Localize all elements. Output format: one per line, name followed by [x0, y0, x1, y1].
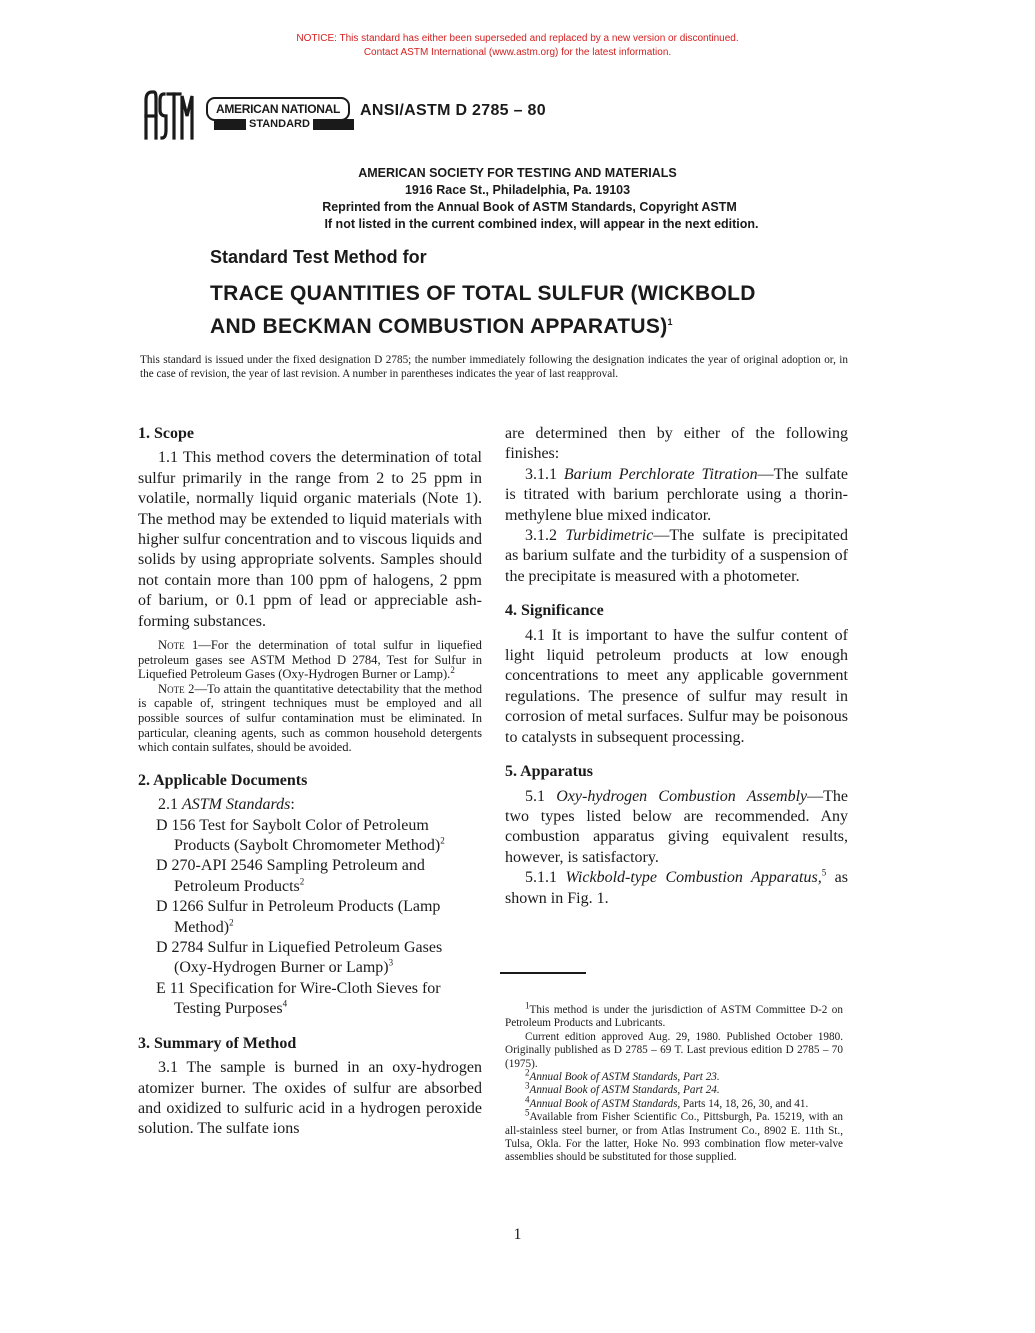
- section-heading-summary: 3. Summary of Method: [138, 1034, 297, 1052]
- ansi-label: AMERICAN NATIONAL: [206, 97, 350, 121]
- footnote-3: $^3$Annual Book of ASTM Standards, Part 24.: [525, 1080, 720, 1097]
- reference-item: D 2784 Sulfur in Liquefied Petroleum Gases (Oxy-Hydrogen Burner or Lamp)$^3$: [156, 939, 443, 977]
- footnote-divider: [500, 972, 586, 974]
- notice-line-2: Contact ASTM International (www.astm.org) for the latest information.: [363, 47, 672, 58]
- society-line-3: Reprinted from the Annual Book of ASTM Standards, Copyright ASTM: [322, 200, 737, 214]
- section-heading-significance: 4. Significance: [505, 602, 604, 620]
- paragraph-5-1-1: 5.1.1 Wickbold-type Combustion Apparatus,$^5$ as shown in Fig. 1.: [505, 867, 848, 907]
- paragraph-4-1: 4.1 It is important to have the sulfur content of light liquid petroleum products at low enough concentrations to meet any applicable government regulations. The presence of sulfur may result in corrosion of metal surfaces. Sulfur may be poisonous to catalysts in subsequent processing.: [505, 626, 848, 746]
- section-heading-apparatus: 5. Apparatus: [505, 763, 594, 781]
- main-title: [210, 277, 830, 343]
- paragraph-5-1: 5.1 Oxy-hydrogen Combustion Assembly—The two types listed below are recommended. Any combustion apparatus giving equivalent results, however, is satisfactory.: [505, 787, 849, 866]
- main-title-line-2: AND BECKMAN COMBUSTION APPARATUS)$^1$: [210, 315, 673, 338]
- footnotes: [505, 1000, 843, 1165]
- paragraph-3-1: 3.1 The sample is burned in an oxy-hydrogen atomizer burner. The oxides of sulfur are absorbed and oxidized to sulfuric acid in a hydrogen peroxide solution. The sulfate ions: [138, 1059, 482, 1138]
- footnote-1: $^1$This method is under the jurisdiction of ASTM Committee D-2 on Petroleum Products and Lubricants.: [505, 1000, 843, 1030]
- astm-logo-icon: [142, 86, 194, 142]
- footnote-2: $^2$Annual Book of ASTM Standards, Part 23.: [525, 1067, 720, 1084]
- note-1: Note 1—For the determination of total sulfur in liquefied petroleum gases see ASTM Method D 2784, Test for Sulfur in Liquefied Petroleum Gases (Oxy-Hydrogen Burner or Lamp).$^2$: [138, 638, 482, 682]
- section-heading-applicable: 2. Applicable Documents: [138, 771, 308, 789]
- ansi-badge: [206, 97, 354, 135]
- page-number: 1: [513, 1226, 522, 1243]
- note-2: Note 2—To attain the quantitative detectability that the method is capable of, stringent techniques must be employed and all possible sources of sulfur contamination must be eliminated. In particular, cleaning agents, such as common household detergents which contain sulfates, should be avoided.: [138, 681, 482, 755]
- reference-item: E 11 Specification for Wire-Cloth Sieves for Testing Purposes$^4$: [156, 979, 441, 1018]
- society-line-2: 1916 Race St., Philadelphia, Pa. 19103: [404, 183, 631, 197]
- society-line-4: If not listed in the current combined index, will appear in the next edition.: [324, 217, 759, 231]
- paragraph-3-1-cont: are determined then by either of the following finishes:: [505, 425, 848, 463]
- reference-item: D 1266 Sulfur in Petroleum Products (Lamp Method)$^2$: [156, 898, 441, 936]
- reference-item: D 156 Test for Saybolt Color of Petroleum Products (Saybolt Chromometer Method)$^2$: [156, 816, 445, 855]
- paragraph-3-1-1: 3.1.1 Barium Perchlorate Titration—The sulfate is titrated with barium perchlorate using a thorin-methylene blue mixed indicator.: [505, 465, 848, 524]
- notice-line-1: NOTICE: This standard has either been superseded and replaced by a new version or discontinued.: [296, 33, 739, 44]
- main-title-line-1: TRACE QUANTITIES OF TOTAL SULFUR (WICKBOLD: [210, 282, 756, 305]
- footnote-1b: Current edition approved Aug. 29, 1980. Published October 1980. Originally published as D 2785 – 69 T. Last previous edition D 2785 – 70 (1975).: [505, 1030, 843, 1070]
- footnote-4: $^4$Annual Book of ASTM Standards, Parts 14, 18, 26, 30, and 41.: [525, 1094, 809, 1110]
- left-column: [138, 424, 482, 1140]
- paragraph-3-1-2: 3.1.2 Turbidimetric—The sulfate is precipitated as barium sulfate and the turbidity of a suspension of the precipitate is measured with a photometer.: [505, 527, 849, 585]
- reference-item: D 270-API 2546 Sampling Petroleum and Petroleum Products$^2$: [156, 857, 425, 895]
- footnote-5: $^5$Available from Fisher Scientific Co., Pittsburgh, Pa. 15219, with an all-stainless steel burner, or from Atlas Instrument Co., 8902 E. 11th St., Tulsa, Okla. For the latter, Hoke No. 993 combination flow meter-valve assemblies should be substituted for those supplied.: [505, 1107, 843, 1164]
- right-column: [505, 424, 848, 909]
- paragraph-1-1: 1.1 This method covers the determination of total sulfur primarily in the range from 2 to 25 ppm in volatile, normally liquid organic materials (Note 1). The method may be extended to liquid materials with higher sulfur concentration and to viscous liquids and solids by using appropriate solvents. Samples should not contain more than 100 ppm of halogens, 2 ppm of barium, or 0.1 ppm of lead or appreciable ash-forming substances.: [138, 449, 482, 630]
- paragraph-2-1: 2.1 ASTM Standards:: [158, 796, 295, 814]
- ansi-sub: STANDARD: [246, 118, 313, 130]
- preamble: This standard is issued under the fixed designation D 2785; the number immediately following the designation indicates the year of original adoption or, in the case of revision, the year of last revision. A number in parentheses indicates the year of last reapproval.: [140, 354, 848, 380]
- standard-kind: Standard Test Method for: [210, 247, 427, 267]
- section-heading-scope: 1. Scope: [138, 425, 194, 442]
- society-line-1: AMERICAN SOCIETY FOR TESTING AND MATERIALS: [358, 166, 677, 180]
- designation: ANSI/ASTM D 2785 – 80: [360, 102, 546, 119]
